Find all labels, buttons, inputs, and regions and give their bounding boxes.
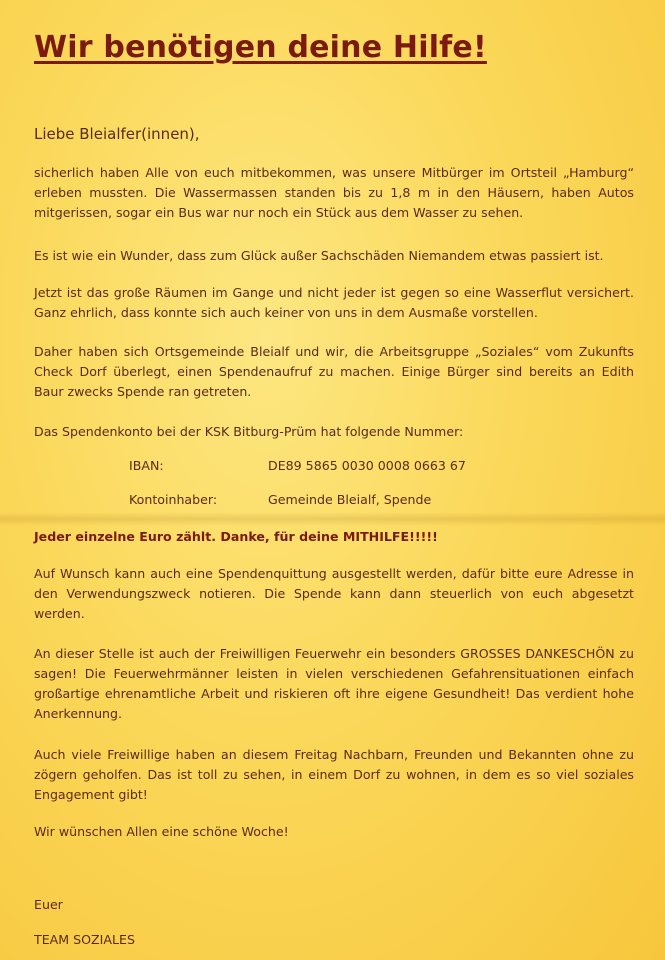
paragraph-good-week: Wir wünschen Allen eine schöne Woche! [34,824,289,839]
paragraph-donation-appeal: Daher haben sich Ortsgemeinde Bleialf und wir, die Arbeitsgruppe „Soziales“ vom Zukunfts Check Dorf überlegt, einen Spendenaufruf zu machen. Einige Bürger sind bereits an Edith Baur zwecks Spende ran getreten. [34,344,634,399]
paragraph-volunteers: Auch viele Freiwillige haben an diesem Freitag Nachbarn, Freunden und Bekannten ohne zu zögern geholfen. Das ist toll zu sehen, in einem Dorf zu wohnen, in dem es so viel soziales Engagement gibt! [34,747,634,802]
paragraph-every-euro: Jeder einzelne Euro zählt. Danke, für deine MITHILFE!!!!! [34,529,438,544]
closing: Euer [34,897,63,912]
paragraph-miracle: Es ist wie ein Wunder, dass zum Glück außer Sachschäden Niemandem etwas passiert ist. [34,248,604,263]
salutation: Liebe Bleialfer(innen), [34,125,200,143]
paragraph-flood-report: sicherlich haben Alle von euch mitbekommen, was unsere Mitbürger im Ortsteil „Hamburg“ erleben mussten. Die Wassermassen standen bis zu 1,8 m in den Häusern, haben Autos mitgerissen, sogar ein Bus war nur noch ein Stück aus dem Wasser zu sehen. [34,165,634,220]
paragraph-receipt: Auf Wunsch kann auch eine Spendenquittung ausgestellt werden, dafür bitte eure Adresse in den Verwendungszweck notieren. Die Spende kann dann steuerlich von euch abgesetzt werden. [34,566,634,621]
paragraph-fire-brigade: An dieser Stelle ist auch der Freiwilligen Feuerwehr ein besonders GROSSES DANKESCHÖN zu sagen! Die Feuerwehrmänner leisten in vielen verschiedenen Gefahrensituationen einfach großartige ehrenamtliche Arbeit und riskieren oft ihre eigene Gesundheit! Das verdient hohe Anerkennung. [34,646,634,721]
letter-title: Wir benötigen deine Hilfe! [34,30,487,65]
account-holder-value: Gemeinde Bleialf, Spende [268,492,432,507]
account-holder-label: Kontoinhaber: [129,492,218,507]
paper-fold-shadow [0,512,665,526]
iban-value: DE89 5865 0030 0008 0663 67 [268,458,466,473]
paragraph-cleanup: Jetzt ist das große Räumen im Gange und nicht jeder ist gegen so eine Wasserflut versichert. Ganz ehrlich, dass konnte sich auch keiner von uns in dem Ausmaße vorstellen. [34,285,634,320]
paragraph-account-intro: Das Spendenkonto bei der KSK Bitburg-Prüm hat folgende Nummer: [34,424,464,439]
iban-label: IBAN: [129,458,164,473]
signature: TEAM SOZIALES [34,932,135,947]
